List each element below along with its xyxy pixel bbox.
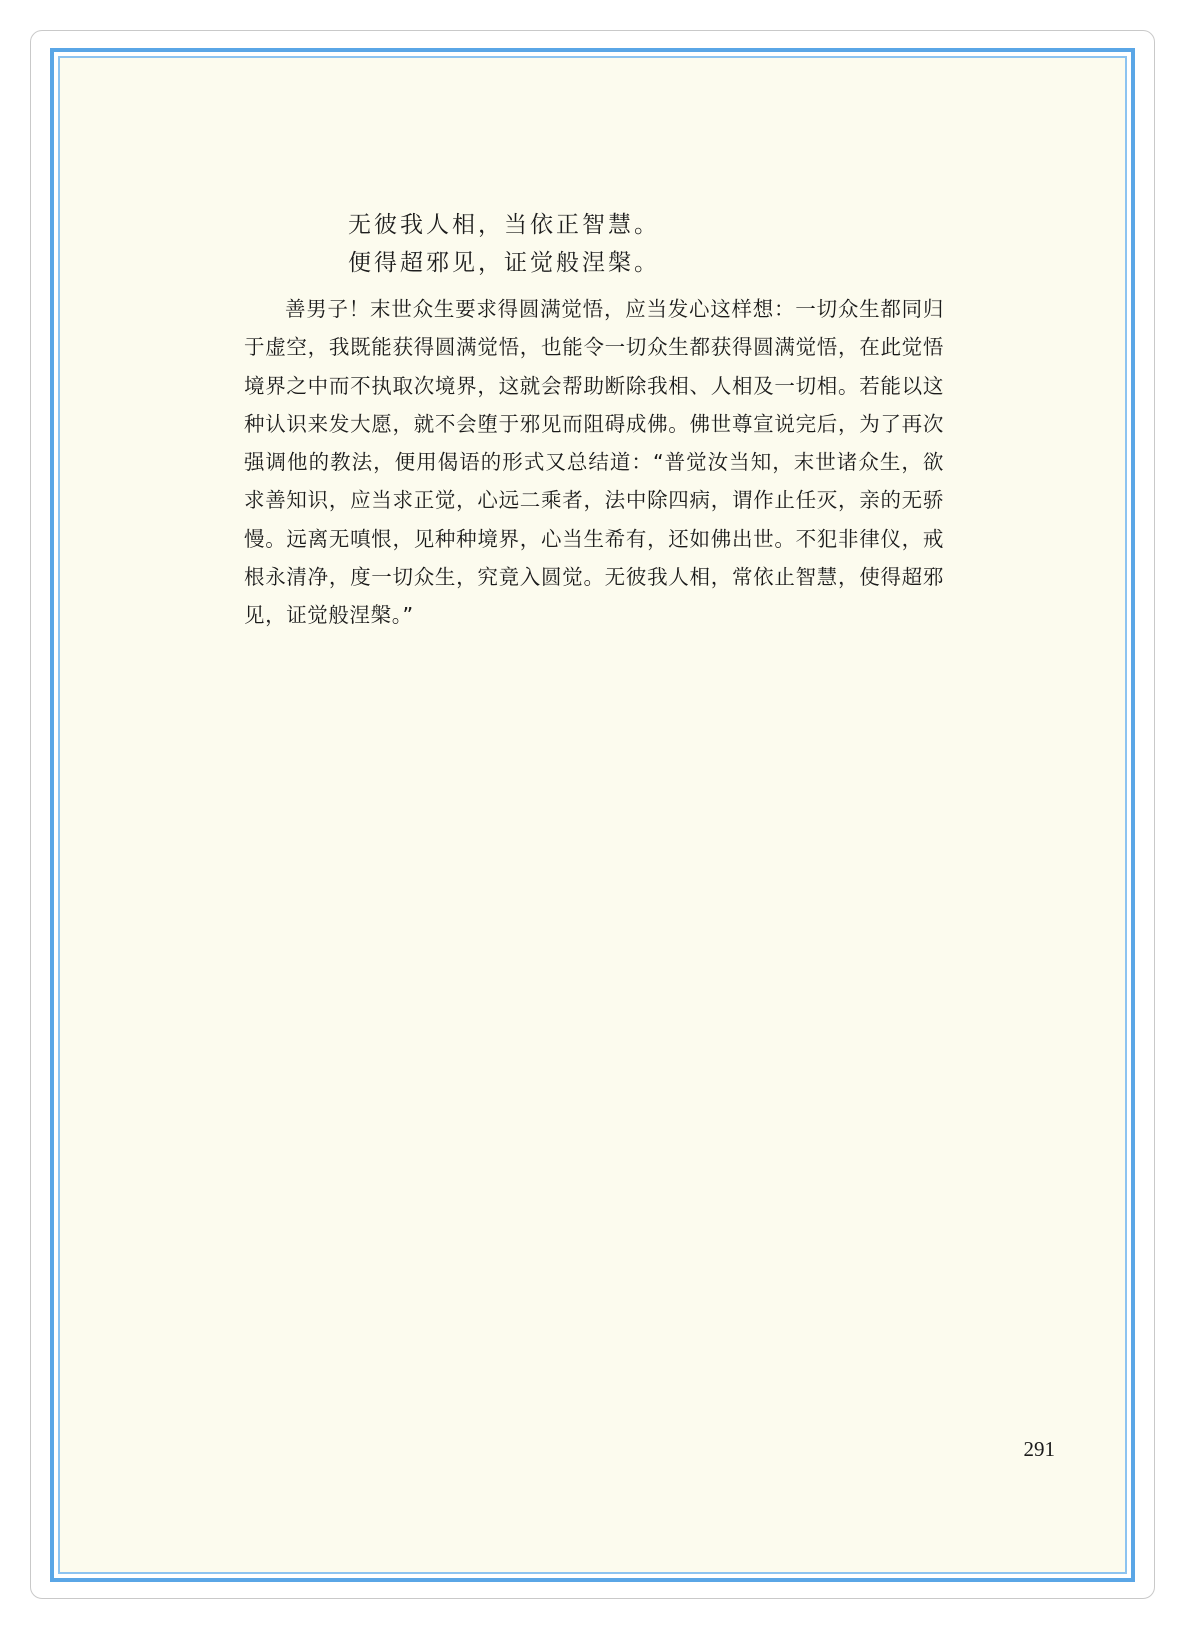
page-frame: [50, 48, 1135, 1582]
verse-block: [348, 206, 660, 282]
verse-line-2: 便得超邪见，证觉般涅槃。: [348, 250, 660, 276]
body-paragraph: 善男子！末世众生要求得圆满觉悟，应当发心这样想：一切众生都同归于虚空，我既能获得圆满觉悟，也能令一切众生都获得圆满觉悟，在此觉悟境界之中而不执取次境界，这就会帮助断除我相、人相及一切相。若能以这种认识来发大愿，就不会堕于邪见而阻碍成佛。佛世尊宣说完后，为了再次强调他的教法，便用偈语的形式又总结道：“普觉汝当知，末世诸众生，欲求善知识，应当求正觉，心远二乘者，法中除四病，谓作止任灭，亲的无骄慢。远离无嗔恨，见种种境界，心当生希有，还如佛出世。不犯非律仪，戒根永清净，度一切众生，究竟入圆觉。无彼我人相，常依止智慧，使得超邪见，证觉般涅槃。”: [244, 297, 944, 628]
verse-line-1: 无彼我人相，当依正智慧。: [348, 212, 660, 238]
page-number: 291: [1023, 1437, 1055, 1461]
page-content: [58, 56, 1127, 1574]
